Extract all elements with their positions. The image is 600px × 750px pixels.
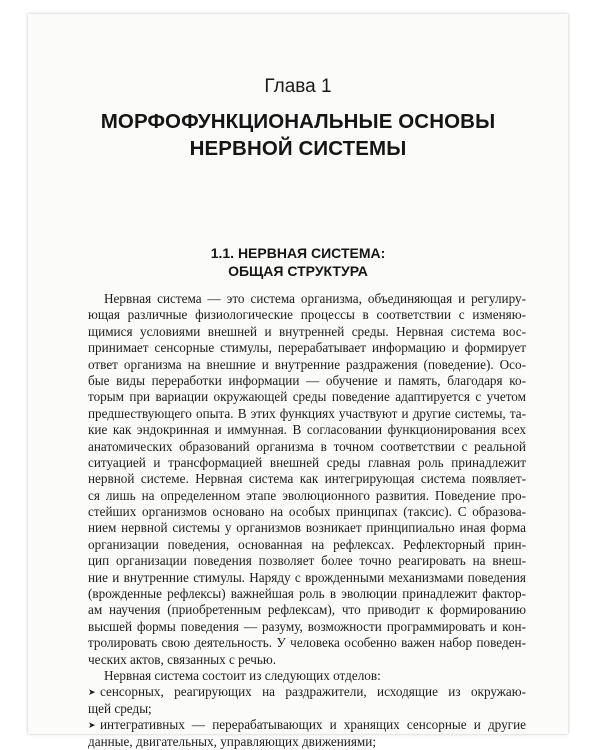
list-item — [88, 684, 526, 700]
text-line: щей среды; — [88, 700, 152, 716]
text-line: нервной системе. Нервная система как интегрирующая система появляет- — [88, 471, 526, 487]
chapter-title — [28, 108, 568, 162]
section-title-line: 1.1. НЕРВНАЯ СИСТЕМА: — [210, 245, 386, 261]
text-line: предшествующего опыта. В этих функциях участвуют и другие системы, та- — [88, 405, 526, 421]
text-line: ответ организма на внешние и внутренние раздражения (поведение). Осо- — [88, 356, 526, 372]
text-line: ческих актов, связанных с речью. — [88, 651, 277, 667]
section-title-line: ОБЩАЯ СТРУКТУРА — [228, 263, 368, 279]
text-line: нием нервной системы у организмов возникает принципиально иная форма — [88, 520, 526, 536]
text-line: цип организации поведения позволяет более точно реагировать на внеш- — [88, 553, 526, 569]
text-line: организации поведения, основанная на рефлексах. Рефлекторный прин- — [88, 536, 526, 552]
text-line: анатомических образований организма в точном соответствии с реальной — [88, 438, 526, 454]
text-line: тролировать свою деятельность. У человека особенно важен набор поведен- — [88, 635, 526, 651]
text-line: принимает сенсорные стимулы, перерабатывает информацию и формирует — [88, 340, 526, 356]
text-line: интегративных — перерабатывающих и хранящих сенсорные и другие — [100, 717, 526, 733]
text-line: Нервная система — это система организма, объединяющая и регулиру- — [104, 291, 526, 306]
text-line: данные, двигательных, управляющих движениями; — [88, 733, 376, 749]
chapter-title-line: НЕРВНОЙ СИСТЕМЫ — [189, 137, 407, 160]
chapter-label: Глава 1 — [264, 76, 332, 97]
text-line: ние и внутренние стимулы. Наряду с врожденными механизмами поведения — [88, 569, 526, 585]
text-line: бые виды переработки информации — обучение и память, благодаря ко- — [88, 372, 526, 388]
bullet-arrow-icon: ➤ — [88, 720, 96, 731]
text-line: торым при вариации окружающей среды поведение адаптируется с учетом — [88, 389, 526, 405]
section-title — [28, 244, 568, 280]
text-line: щимися условиями внешней и внутренней среды. Нервная система вос- — [88, 323, 526, 339]
list-item — [88, 717, 526, 733]
text-line: ам научения (приобретенным рефлексам), что приводит к формированию — [88, 602, 526, 618]
text-line: высшей формы поведения — разуму, возможности программировать и кон- — [88, 618, 526, 634]
text-line: (врожденные рефлексы) важнейшая роль в эволюции принадлежит фактор- — [88, 586, 526, 602]
text-line: ся лишь на определенном этапе эволюционного развития. Поведение про- — [88, 487, 526, 503]
text-line: Нервная система состоит из следующих отделов: — [104, 667, 381, 683]
bullet-arrow-icon: ➤ — [88, 687, 96, 698]
text-line: ситуацией и трансформацией внешней среды главная роль принадлежит — [88, 454, 526, 470]
text-line: стейших организмов основано на особых принципах (таксис). С образова- — [88, 504, 526, 520]
book-page — [28, 14, 568, 749]
body-text — [88, 291, 526, 750]
text-line: ющая различные физиологические процессы в соответствии с изменяю- — [88, 307, 526, 323]
text-line: сенсорных, реагирующих на раздражители, исходящие из окружаю- — [100, 684, 526, 700]
chapter-title-line: МОРФОФУНКЦИОНАЛЬНЫЕ ОСНОВЫ — [100, 110, 496, 133]
text-line: кие как эндокринная и иммунная. В согласовании функционирования всех — [88, 422, 526, 438]
